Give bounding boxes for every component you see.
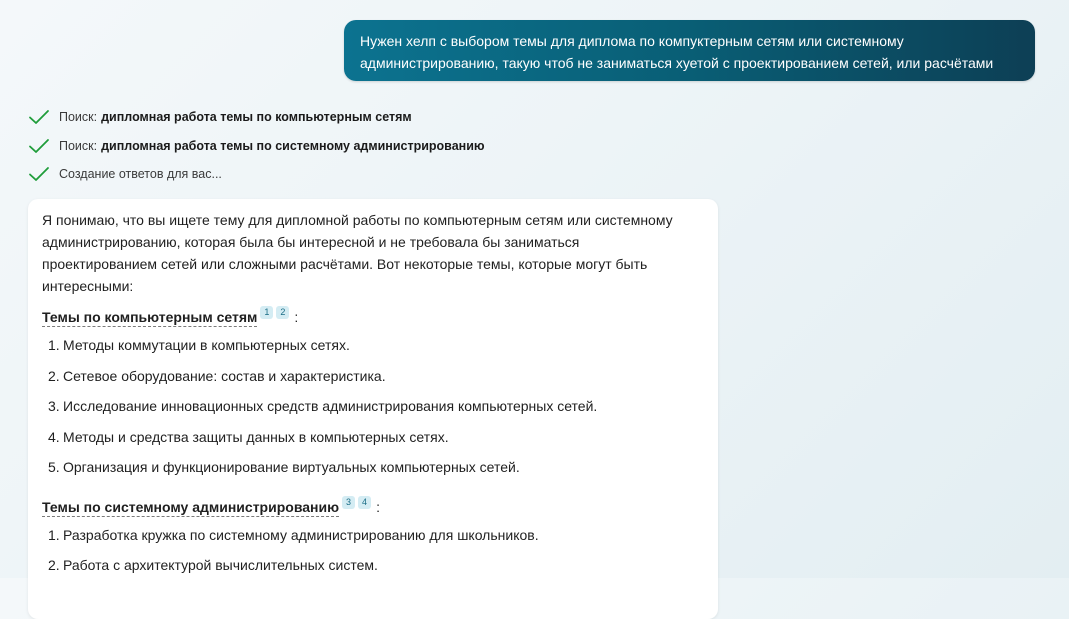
progress-steps: [28, 103, 485, 189]
user-message-line: администрированию, такую чтоб не заниматься хуетой с проектированием сетей, или расчётами: [360, 55, 994, 71]
intro-line: администрированию, которая была бы интересной и не требовала бы заниматься: [42, 234, 580, 250]
citation-badge[interactable]: 2: [276, 306, 289, 319]
list-number: 2.: [48, 557, 60, 573]
step-label: Создание ответов для вас...: [59, 167, 222, 182]
list-number: 2.: [48, 367, 60, 384]
list-item: [48, 334, 702, 365]
intro-line: Я понимаю, что вы ищете тему для дипломной работы по компьютерным сетям или системному: [42, 212, 673, 228]
user-message-line: Нужен хелп с выбором темы для диплома по компуктерным сетям или системному: [360, 33, 904, 49]
section-heading-sysadmin: [42, 496, 702, 518]
step-search-networks: [28, 103, 485, 132]
list-text: Сетевое оборудование: состав и характеристика.: [63, 367, 386, 384]
list-item: [48, 365, 702, 396]
list-text: Работа с архитектурой вычислительных систем.: [63, 557, 378, 573]
list-number: 1.: [48, 526, 60, 543]
list-item: [48, 395, 702, 426]
list-number: 1.: [48, 337, 60, 353]
step-query: дипломная работа темы по компьютерным сетям: [101, 110, 412, 125]
citation-badge[interactable]: 3: [342, 496, 355, 509]
list-text: Методы и средства защиты данных в компьютерных сетях.: [63, 428, 449, 445]
heading-colon: :: [376, 498, 380, 515]
list-text: Методы коммутации в компьютерных сетях.: [63, 337, 350, 353]
bot-message-card: [28, 199, 718, 619]
list-number: 4.: [48, 428, 60, 445]
user-message-bubble: [344, 20, 1035, 81]
checkmark-icon: [28, 138, 50, 154]
list-item: [48, 456, 702, 487]
list-text: Исследование инновационных средств администрирования компьютерных сетей.: [63, 398, 598, 414]
step-search-sysadmin: [28, 132, 485, 161]
list-number: 3.: [48, 398, 60, 414]
heading-colon: :: [294, 309, 299, 325]
step-label: Поиск:: [59, 110, 98, 125]
intro-line: интересными:: [42, 278, 134, 294]
bot-intro: [42, 209, 702, 297]
citation-badge[interactable]: 1: [260, 306, 273, 319]
list-item: [48, 554, 702, 585]
topics-list-sysadmin: [42, 524, 702, 585]
section-heading-text[interactable]: Темы по компьютерным сетям: [42, 309, 258, 325]
intro-line: проектированием сетей или сложными расчётами. Вот некоторые темы, которые могут быть: [42, 256, 648, 272]
list-text: Разработка кружка по системному администрированию для школьников.: [63, 526, 539, 543]
step-label: Поиск:: [59, 138, 98, 153]
list-text: Организация и функционирование виртуальных компьютерных сетей.: [63, 459, 520, 475]
checkmark-icon: [28, 166, 50, 182]
step-generating: [28, 160, 485, 189]
section-heading-text[interactable]: Темы по системному администрированию: [42, 498, 340, 515]
section-heading-networks: [42, 306, 702, 328]
checkmark-icon: [28, 109, 50, 125]
list-item: [48, 426, 702, 457]
list-number: 5.: [48, 459, 60, 475]
citation-badge[interactable]: 4: [358, 496, 371, 509]
topics-list-networks: [42, 334, 702, 487]
step-query: дипломная работа темы по системному администрированию: [101, 138, 485, 153]
list-item: [48, 524, 702, 555]
